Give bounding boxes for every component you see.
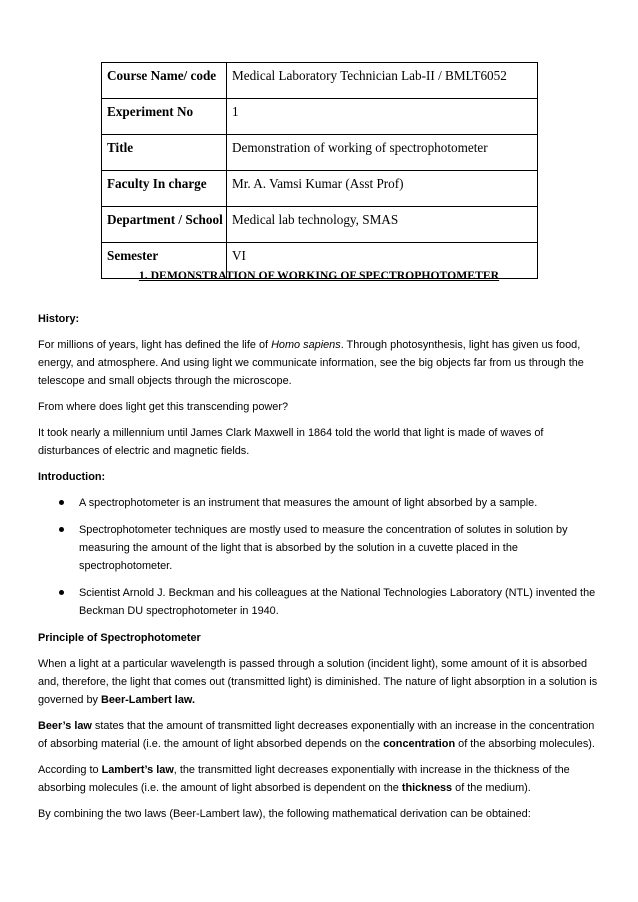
table-row (102, 63, 538, 99)
table-label-course: Course Name/ code (102, 63, 227, 99)
introduction-title: Introduction: (38, 471, 106, 483)
list-item (38, 521, 604, 575)
list-item-text: A spectrophotometer is an instrument that measures the amount of light absorbed by a sample. (79, 497, 538, 509)
history-paragraph-2: From where does light get this transcending power? (38, 401, 289, 413)
introduction-list (38, 494, 604, 620)
text-run: states that the amount of transmitted light decreases exponentially with an increase in the concentration of absorbing material (i.e. the amount of light absorbed depends on the (38, 720, 595, 750)
text-run: For millions of years, light has defined the life of (38, 339, 272, 351)
law-name: Lambert’s law (101, 764, 174, 776)
table-value-course: Medical Laboratory Technician Lab-II / BMLT6052 (227, 63, 538, 99)
history-paragraph-1 (38, 336, 604, 390)
principle-paragraph-4: By combining the two laws (Beer-Lambert law), the following mathematical derivation can be obtained: (38, 808, 531, 820)
emphasis-term: concentration (383, 738, 456, 750)
table-label-experiment: Experiment No (102, 99, 227, 135)
table-label-department: Department / School (102, 207, 227, 243)
table-row (102, 207, 538, 243)
table-row (102, 135, 538, 171)
text-run: . Through photosynthesis, light has given us food, energy, and atmosphere. And using light we communicate information, see the big objects far from us through the telescope and small objects through the microscope. (38, 339, 584, 387)
table-row (102, 171, 538, 207)
list-item (38, 584, 604, 620)
text-run: , the transmitted light decreases exponentially with increase in the thickness of the absorbing molecules (i.e. the amount of light absorbed is dependent on the (38, 764, 570, 794)
table-value-title: Demonstration of working of spectrophotometer (227, 135, 538, 171)
table-value-semester: VI (227, 243, 538, 279)
table-value-experiment: 1 (227, 99, 538, 135)
table-value-faculty: Mr. A. Vamsi Kumar (Asst Prof) (227, 171, 538, 207)
list-item-text: Spectrophotometer techniques are mostly used to measure the concentration of solutes in solution by measuring the amount of the light that is absorbed by the solution in a cuvette placed in the spectrophotometer. (79, 524, 568, 572)
text-run: of the absorbing molecules). (455, 738, 595, 750)
table-row (102, 99, 538, 135)
section-heading: 1. DEMONSTRATION OF WORKING OF SPECTROPHOTOMETER (138, 269, 500, 282)
text-run: of the medium). (452, 782, 531, 794)
bullet-icon (59, 527, 64, 532)
history-paragraph-3: It took nearly a millennium until James Clark Maxwell in 1864 told the world that light is made of waves of disturbances of electric and magnetic fields. (38, 427, 544, 457)
document-body (38, 310, 604, 831)
bullet-icon (59, 500, 64, 505)
table-label-faculty: Faculty In charge (102, 171, 227, 207)
list-item (38, 494, 604, 512)
text-run: When a light at a particular wavelength is passed through a solution (incident light), some amount of it is absorbed and, therefore, the light that comes out (transmitted light) is diminished. The nature of light absorption in a solution is governed by (38, 658, 598, 706)
emphasis-term: thickness (401, 782, 453, 794)
table-label-semester: Semester (102, 243, 227, 279)
table-value-department: Medical lab technology, SMAS (227, 207, 538, 243)
law-name: Beer’s law (38, 720, 92, 732)
principle-paragraph-1 (38, 655, 604, 709)
principle-paragraph-2 (38, 717, 604, 753)
list-item-text: Scientist Arnold J. Beckman and his colleagues at the National Technologies Laboratory (NTL) invented the Beckman DU spectrophotometer in 1940. (79, 587, 596, 617)
species-name: Homo sapiens (271, 339, 341, 351)
text-run: According to (38, 764, 102, 776)
table-label-title: Title (102, 135, 227, 171)
course-info-table (101, 62, 538, 279)
principle-paragraph-3 (38, 761, 604, 797)
law-name: Beer-Lambert law. (100, 694, 195, 706)
bullet-icon (59, 590, 64, 595)
principle-title: Principle of Spectrophotometer (38, 632, 201, 644)
history-title: History: (38, 313, 80, 325)
